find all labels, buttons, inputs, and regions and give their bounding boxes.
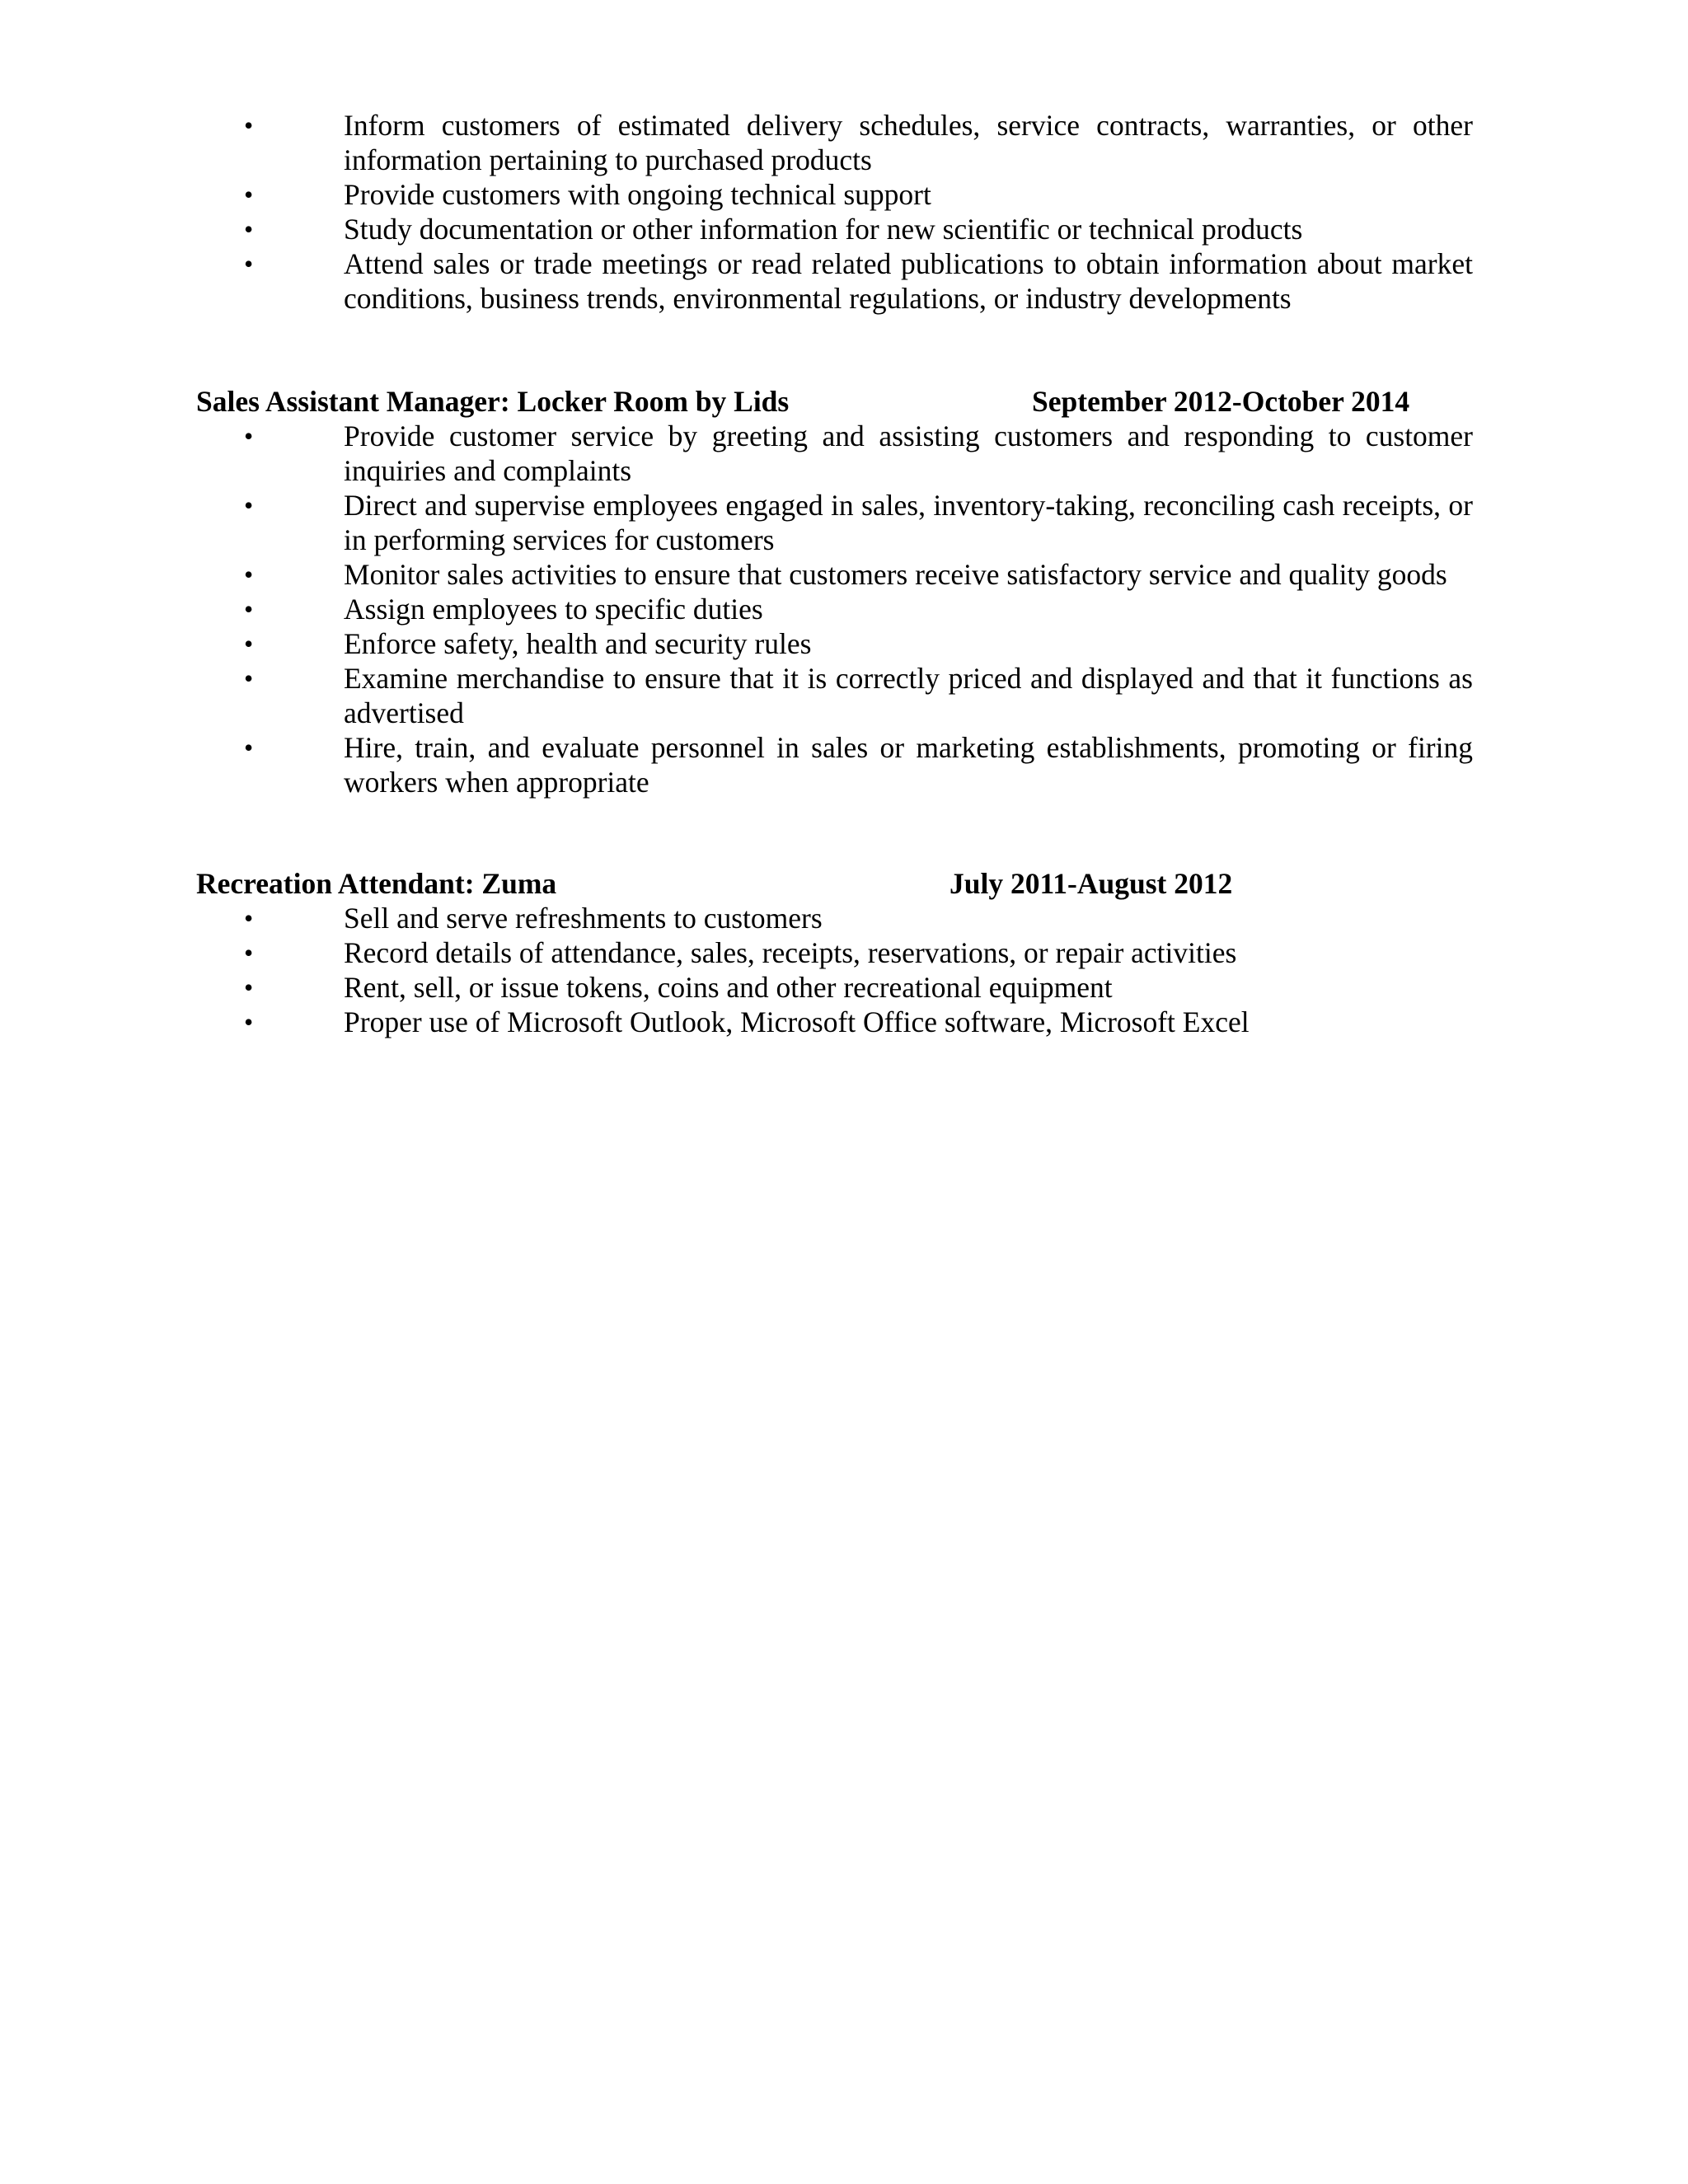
bullet-icon: • [244, 421, 254, 451]
list-item [0, 661, 1473, 730]
bullet-text: Enforce safety, health and security rules [344, 627, 812, 660]
bullet-icon: • [244, 594, 254, 624]
bullet-icon: • [244, 180, 254, 209]
previous-job-bullet-list [0, 108, 1688, 316]
list-item [0, 935, 1473, 970]
list-item [0, 730, 1473, 799]
bullet-text: Provide customers with ongoing technical support [344, 178, 931, 211]
bullet-text: Proper use of Microsoft Outlook, Microsoft Office software, Microsoft Excel [344, 1005, 1250, 1038]
job-dates: September 2012-October 2014 [1032, 385, 1410, 418]
list-item [0, 177, 1473, 212]
list-item [0, 901, 1473, 935]
bullet-text: Rent, sell, or issue tokens, coins and other recreational equipment [344, 971, 1113, 1004]
bullet-icon: • [244, 629, 254, 658]
list-item [0, 488, 1473, 557]
list-item [0, 1005, 1473, 1039]
list-item [0, 626, 1473, 661]
list-item [0, 592, 1473, 626]
job-title: Sales Assistant Manager: Locker Room by Lids [196, 385, 790, 418]
bullet-text: Record details of attendance, sales, receipts, reservations, or repair activities [344, 936, 1237, 969]
bullet-icon: • [244, 733, 254, 762]
bullet-text: Monitor sales activities to ensure that customers receive satisfactory service and quality goods [344, 558, 1447, 591]
bullet-icon: • [244, 972, 254, 1002]
bullet-icon: • [244, 110, 254, 140]
bullet-icon: • [244, 903, 254, 933]
bullet-text: Attend sales or trade meetings or read related publications to obtain information about market conditions, business trends, environmental regulations, or industry developments [344, 247, 1473, 315]
list-item [0, 419, 1473, 488]
job-title: Recreation Attendant: Zuma [196, 867, 557, 900]
job-bullet-list [0, 901, 1688, 1039]
list-item [0, 970, 1473, 1005]
list-item [0, 108, 1473, 177]
bullet-icon: • [244, 560, 254, 589]
bullet-icon: • [244, 938, 254, 968]
bullet-icon: • [244, 249, 254, 279]
bullet-text: Inform customers of estimated delivery schedules, service contracts, warranties, or other information pertaining to purchased products [344, 109, 1473, 176]
job-dates: July 2011-August 2012 [950, 867, 1233, 900]
bullet-text: Sell and serve refreshments to customers [344, 902, 823, 935]
bullet-text: Direct and supervise employees engaged in sales, inventory-taking, reconciling cash receipts, or in performing services for customers [344, 489, 1473, 556]
list-item [0, 246, 1473, 316]
job-bullet-list [0, 419, 1688, 799]
bullet-text: Provide customer service by greeting and assisting customers and responding to customer inquiries and complaints [344, 419, 1473, 487]
bullet-text: Study documentation or other information for new scientific or technical products [344, 213, 1303, 246]
bullet-icon: • [244, 1007, 254, 1037]
bullet-icon: • [244, 490, 254, 520]
bullet-text: Hire, train, and evaluate personnel in sales or marketing establishments, promoting or firing workers when appropriate [344, 731, 1473, 799]
bullet-icon: • [244, 214, 254, 244]
bullet-text: Assign employees to specific duties [344, 593, 763, 626]
list-item [0, 212, 1473, 246]
bullet-text: Examine merchandise to ensure that it is correctly priced and displayed and that it functions as advertised [344, 662, 1473, 729]
bullet-icon: • [244, 663, 254, 693]
list-item [0, 557, 1473, 592]
